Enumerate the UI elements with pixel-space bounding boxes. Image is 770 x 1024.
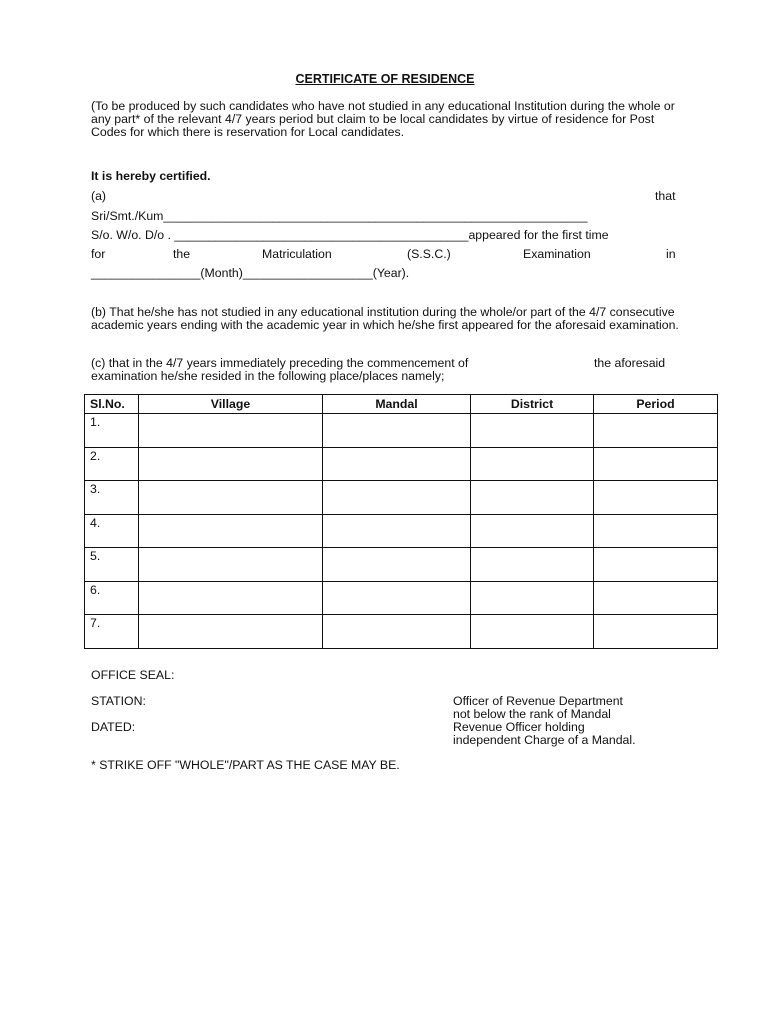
officer-designation: not below the rank of Mandal (453, 707, 611, 721)
period-cell[interactable] (594, 581, 718, 615)
dated-label: DATED: (91, 720, 136, 734)
residence-table (84, 394, 718, 649)
district-cell[interactable] (471, 615, 594, 649)
row-number: 1. (85, 414, 139, 448)
period-cell[interactable] (594, 481, 718, 515)
officer-designation: Officer of Revenue Department (453, 694, 623, 708)
table-row (85, 447, 718, 481)
parent-line: S/o. W/o. D/o . ___________________________________________appeared for the first time (91, 228, 609, 242)
certified-heading: It is hereby certified. (91, 169, 211, 183)
office-seal-label: OFFICE SEAL: (91, 668, 175, 682)
row-number: 7. (85, 615, 139, 649)
column-header-village: Village (139, 395, 323, 414)
village-cell[interactable] (139, 548, 323, 582)
row-number: 2. (85, 447, 139, 481)
intro-paragraph: (To be produced by such candidates who have not studied in any educational Institution during the whole or any part* of the relevant 4/7 years period but claim to be local candidates by virtue of residence for Post Codes for which there is reservation for Local candidates. (91, 99, 675, 140)
period-cell[interactable] (594, 548, 718, 582)
column-header-sl-no: Sl.No. (85, 395, 139, 414)
district-cell[interactable] (471, 481, 594, 515)
exam-word: Examination (523, 247, 591, 261)
village-cell[interactable] (139, 414, 323, 448)
table-row (85, 548, 718, 582)
line-a-label: (a) (91, 189, 107, 203)
paragraph-c-aforesaid: the aforesaid (594, 356, 666, 370)
mandal-cell[interactable] (323, 548, 471, 582)
table-header-row (85, 395, 718, 414)
line-a-that: that (655, 189, 676, 203)
village-cell[interactable] (139, 581, 323, 615)
period-cell[interactable] (594, 514, 718, 548)
mandal-cell[interactable] (323, 481, 471, 515)
mandal-cell[interactable] (323, 615, 471, 649)
mandal-cell[interactable] (323, 447, 471, 481)
district-cell[interactable] (471, 581, 594, 615)
table-row (85, 514, 718, 548)
exam-word: for (91, 247, 106, 261)
district-cell[interactable] (471, 414, 594, 448)
mandal-cell[interactable] (323, 414, 471, 448)
period-cell[interactable] (594, 414, 718, 448)
village-cell[interactable] (139, 514, 323, 548)
paragraph-c-line-2: examination he/she resided in the following place/places namely; (91, 369, 445, 383)
column-header-district: District (471, 395, 594, 414)
row-number: 3. (85, 481, 139, 515)
period-cell[interactable] (594, 615, 718, 649)
row-number: 4. (85, 514, 139, 548)
village-cell[interactable] (139, 481, 323, 515)
paragraph-c-line-1: (c) that in the 4/7 years immediately preceding the commencement of (91, 356, 469, 370)
period-cell[interactable] (594, 447, 718, 481)
officer-designation: Revenue Officer holding (453, 720, 585, 734)
row-number: 5. (85, 548, 139, 582)
footnote: * STRIKE OFF "WHOLE"/PART AS THE CASE MAY BE. (91, 758, 400, 772)
exam-word: in (666, 247, 676, 261)
station-label: STATION: (91, 694, 146, 708)
village-cell[interactable] (139, 615, 323, 649)
district-cell[interactable] (471, 447, 594, 481)
officer-designation: independent Charge of a Mandal. (453, 733, 636, 747)
column-header-mandal: Mandal (323, 395, 471, 414)
table-row (85, 615, 718, 649)
table-row (85, 481, 718, 515)
paragraph-b: (b) That he/she has not studied in any educational institution during the whole/or part of the 4/7 consecutive academic years ending with the academic year in which he/she first appeared for the aforesaid examination. (91, 305, 679, 333)
mandal-cell[interactable] (323, 581, 471, 615)
exam-word: the (173, 247, 191, 261)
column-header-period: Period (594, 395, 718, 414)
village-cell[interactable] (139, 447, 323, 481)
district-cell[interactable] (471, 514, 594, 548)
mandal-cell[interactable] (323, 514, 471, 548)
row-number: 6. (85, 581, 139, 615)
district-cell[interactable] (471, 548, 594, 582)
table-row (85, 581, 718, 615)
table-row (85, 414, 718, 448)
exam-word: (S.S.C.) (407, 247, 451, 261)
month-year-line: ________________(Month)___________________(Year). (91, 266, 410, 280)
name-line: Sri/Smt./Kum______________________________________________________________ (91, 209, 588, 223)
page-title: CERTIFICATE OF RESIDENCE (295, 72, 475, 86)
exam-word: Matriculation (262, 247, 332, 261)
